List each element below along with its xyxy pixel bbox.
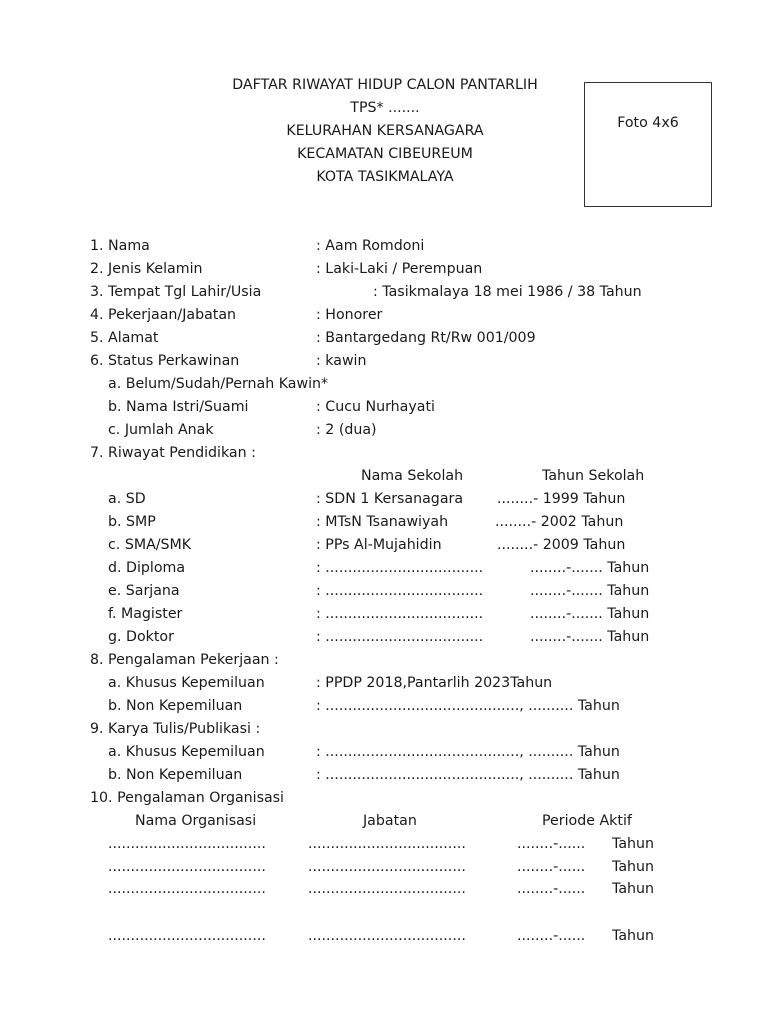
organisasi-role: ...................................	[308, 928, 466, 944]
organisasi-unit: Tahun	[612, 928, 654, 944]
pendidikan-year: ........- 1999 Tahun	[497, 491, 626, 507]
photo-box	[584, 82, 712, 207]
pendidikan-school: : ...................................	[316, 606, 484, 622]
pekerjaan-value: : ..........................................., .......... Tahun	[316, 698, 620, 714]
pendidikan-label: d. Diploma	[108, 560, 186, 576]
section-title-karya: 9. Karya Tulis/Publikasi :	[90, 721, 261, 737]
field-label-status-a: a. Belum/Sudah/Pernah Kawin*	[108, 376, 329, 392]
pendidikan-school: : SDN 1 Kersanagara	[316, 491, 464, 507]
organisasi-unit: Tahun	[612, 859, 654, 875]
field-value-alamat: : Bantargedang Rt/Rw 001/009	[316, 330, 536, 346]
organisasi-role: ...................................	[308, 836, 466, 852]
field-label-jenis-kelamin: 2. Jenis Kelamin	[90, 261, 203, 277]
karya-value: : ..........................................., .......... Tahun	[316, 744, 620, 760]
pendidikan-label: b. SMP	[108, 514, 156, 530]
tps-line: TPS* .......	[350, 100, 420, 116]
field-value-ttl: : Tasikmalaya 18 mei 1986 / 38 Tahun	[373, 284, 642, 300]
pendidikan-year: ........-....... Tahun	[530, 583, 650, 599]
organisasi-unit: Tahun	[612, 836, 654, 852]
karya-label: a. Khusus Kepemiluan	[108, 744, 265, 760]
organisasi-name: ...................................	[108, 881, 266, 897]
organisasi-period: ........-......	[517, 836, 586, 852]
field-value-pasangan: : Cucu Nurhayati	[316, 399, 435, 415]
field-label-status: 6. Status Perkawinan	[90, 353, 240, 369]
organisasi-name: ...................................	[108, 836, 266, 852]
organisasi-period: ........-......	[517, 928, 586, 944]
pendidikan-year: ........-....... Tahun	[530, 629, 650, 645]
kelurahan-line: KELURAHAN KERSANAGARA	[286, 123, 484, 139]
pendidikan-year: ........-....... Tahun	[530, 560, 650, 576]
organisasi-period: ........-......	[517, 881, 586, 897]
pekerjaan-value: : PPDP 2018,Pantarlih 2023Tahun	[316, 675, 553, 691]
pendidikan-year: ........-....... Tahun	[530, 606, 650, 622]
organisasi-name: ...................................	[108, 928, 266, 944]
doc-title: DAFTAR RIWAYAT HIDUP CALON PANTARLIH	[232, 77, 538, 93]
pendidikan-school: : MTsN Tsanawiyah	[316, 514, 449, 530]
section-title-organisasi: 10. Pengalaman Organisasi	[90, 790, 284, 806]
column-header-tahun-sekolah: Tahun Sekolah	[542, 468, 645, 484]
pekerjaan-label: b. Non Kepemiluan	[108, 698, 243, 714]
field-label-pekerjaan: 4. Pekerjaan/Jabatan	[90, 307, 237, 323]
pendidikan-label: e. Sarjana	[108, 583, 180, 599]
field-value-status: : kawin	[316, 353, 367, 369]
pendidikan-label: c. SMA/SMK	[108, 537, 192, 553]
section-title-pekerjaan: 8. Pengalaman Pekerjaan :	[90, 652, 279, 668]
column-header-jabatan: Jabatan	[363, 813, 417, 829]
column-header-nama-organisasi: Nama Organisasi	[135, 813, 257, 829]
pendidikan-school: : PPs Al-Mujahidin	[316, 537, 442, 553]
field-value-nama: : Aam Romdoni	[316, 238, 425, 254]
field-value-pekerjaan: : Honorer	[316, 307, 383, 323]
pendidikan-label: g. Doktor	[108, 629, 174, 645]
field-label-ttl: 3. Tempat Tgl Lahir/Usia	[90, 284, 262, 300]
field-value-jumlah-anak: : 2 (dua)	[316, 422, 377, 438]
organisasi-role: ...................................	[308, 881, 466, 897]
pendidikan-school: : ...................................	[316, 560, 484, 576]
column-header-nama-sekolah: Nama Sekolah	[361, 468, 464, 484]
pendidikan-year: ........- 2002 Tahun	[495, 514, 624, 530]
pendidikan-school: : ...................................	[316, 583, 484, 599]
organisasi-role: ...................................	[308, 859, 466, 875]
karya-value: : ..........................................., .......... Tahun	[316, 767, 620, 783]
organisasi-name: ...................................	[108, 859, 266, 875]
photo-label: Foto 4x6	[617, 115, 679, 131]
pendidikan-label: a. SD	[108, 491, 146, 507]
kota-line: KOTA TASIKMALAYA	[316, 169, 454, 185]
organisasi-period: ........-......	[517, 859, 586, 875]
field-label-jumlah-anak: c. Jumlah Anak	[108, 422, 214, 438]
organisasi-unit: Tahun	[612, 881, 654, 897]
kecamatan-line: KECAMATAN CIBEUREUM	[297, 146, 473, 162]
field-value-jenis-kelamin: : Laki-Laki / Perempuan	[316, 261, 483, 277]
field-label-nama: 1. Nama	[90, 238, 150, 254]
pekerjaan-label: a. Khusus Kepemiluan	[108, 675, 265, 691]
field-label-alamat: 5. Alamat	[90, 330, 159, 346]
section-title-pendidikan: 7. Riwayat Pendidikan :	[90, 445, 256, 461]
karya-label: b. Non Kepemiluan	[108, 767, 243, 783]
column-header-periode: Periode Aktif	[542, 813, 632, 829]
field-label-pasangan: b. Nama Istri/Suami	[108, 399, 249, 415]
pendidikan-label: f. Magister	[108, 606, 183, 622]
pendidikan-school: : ...................................	[316, 629, 484, 645]
pendidikan-year: ........- 2009 Tahun	[497, 537, 626, 553]
